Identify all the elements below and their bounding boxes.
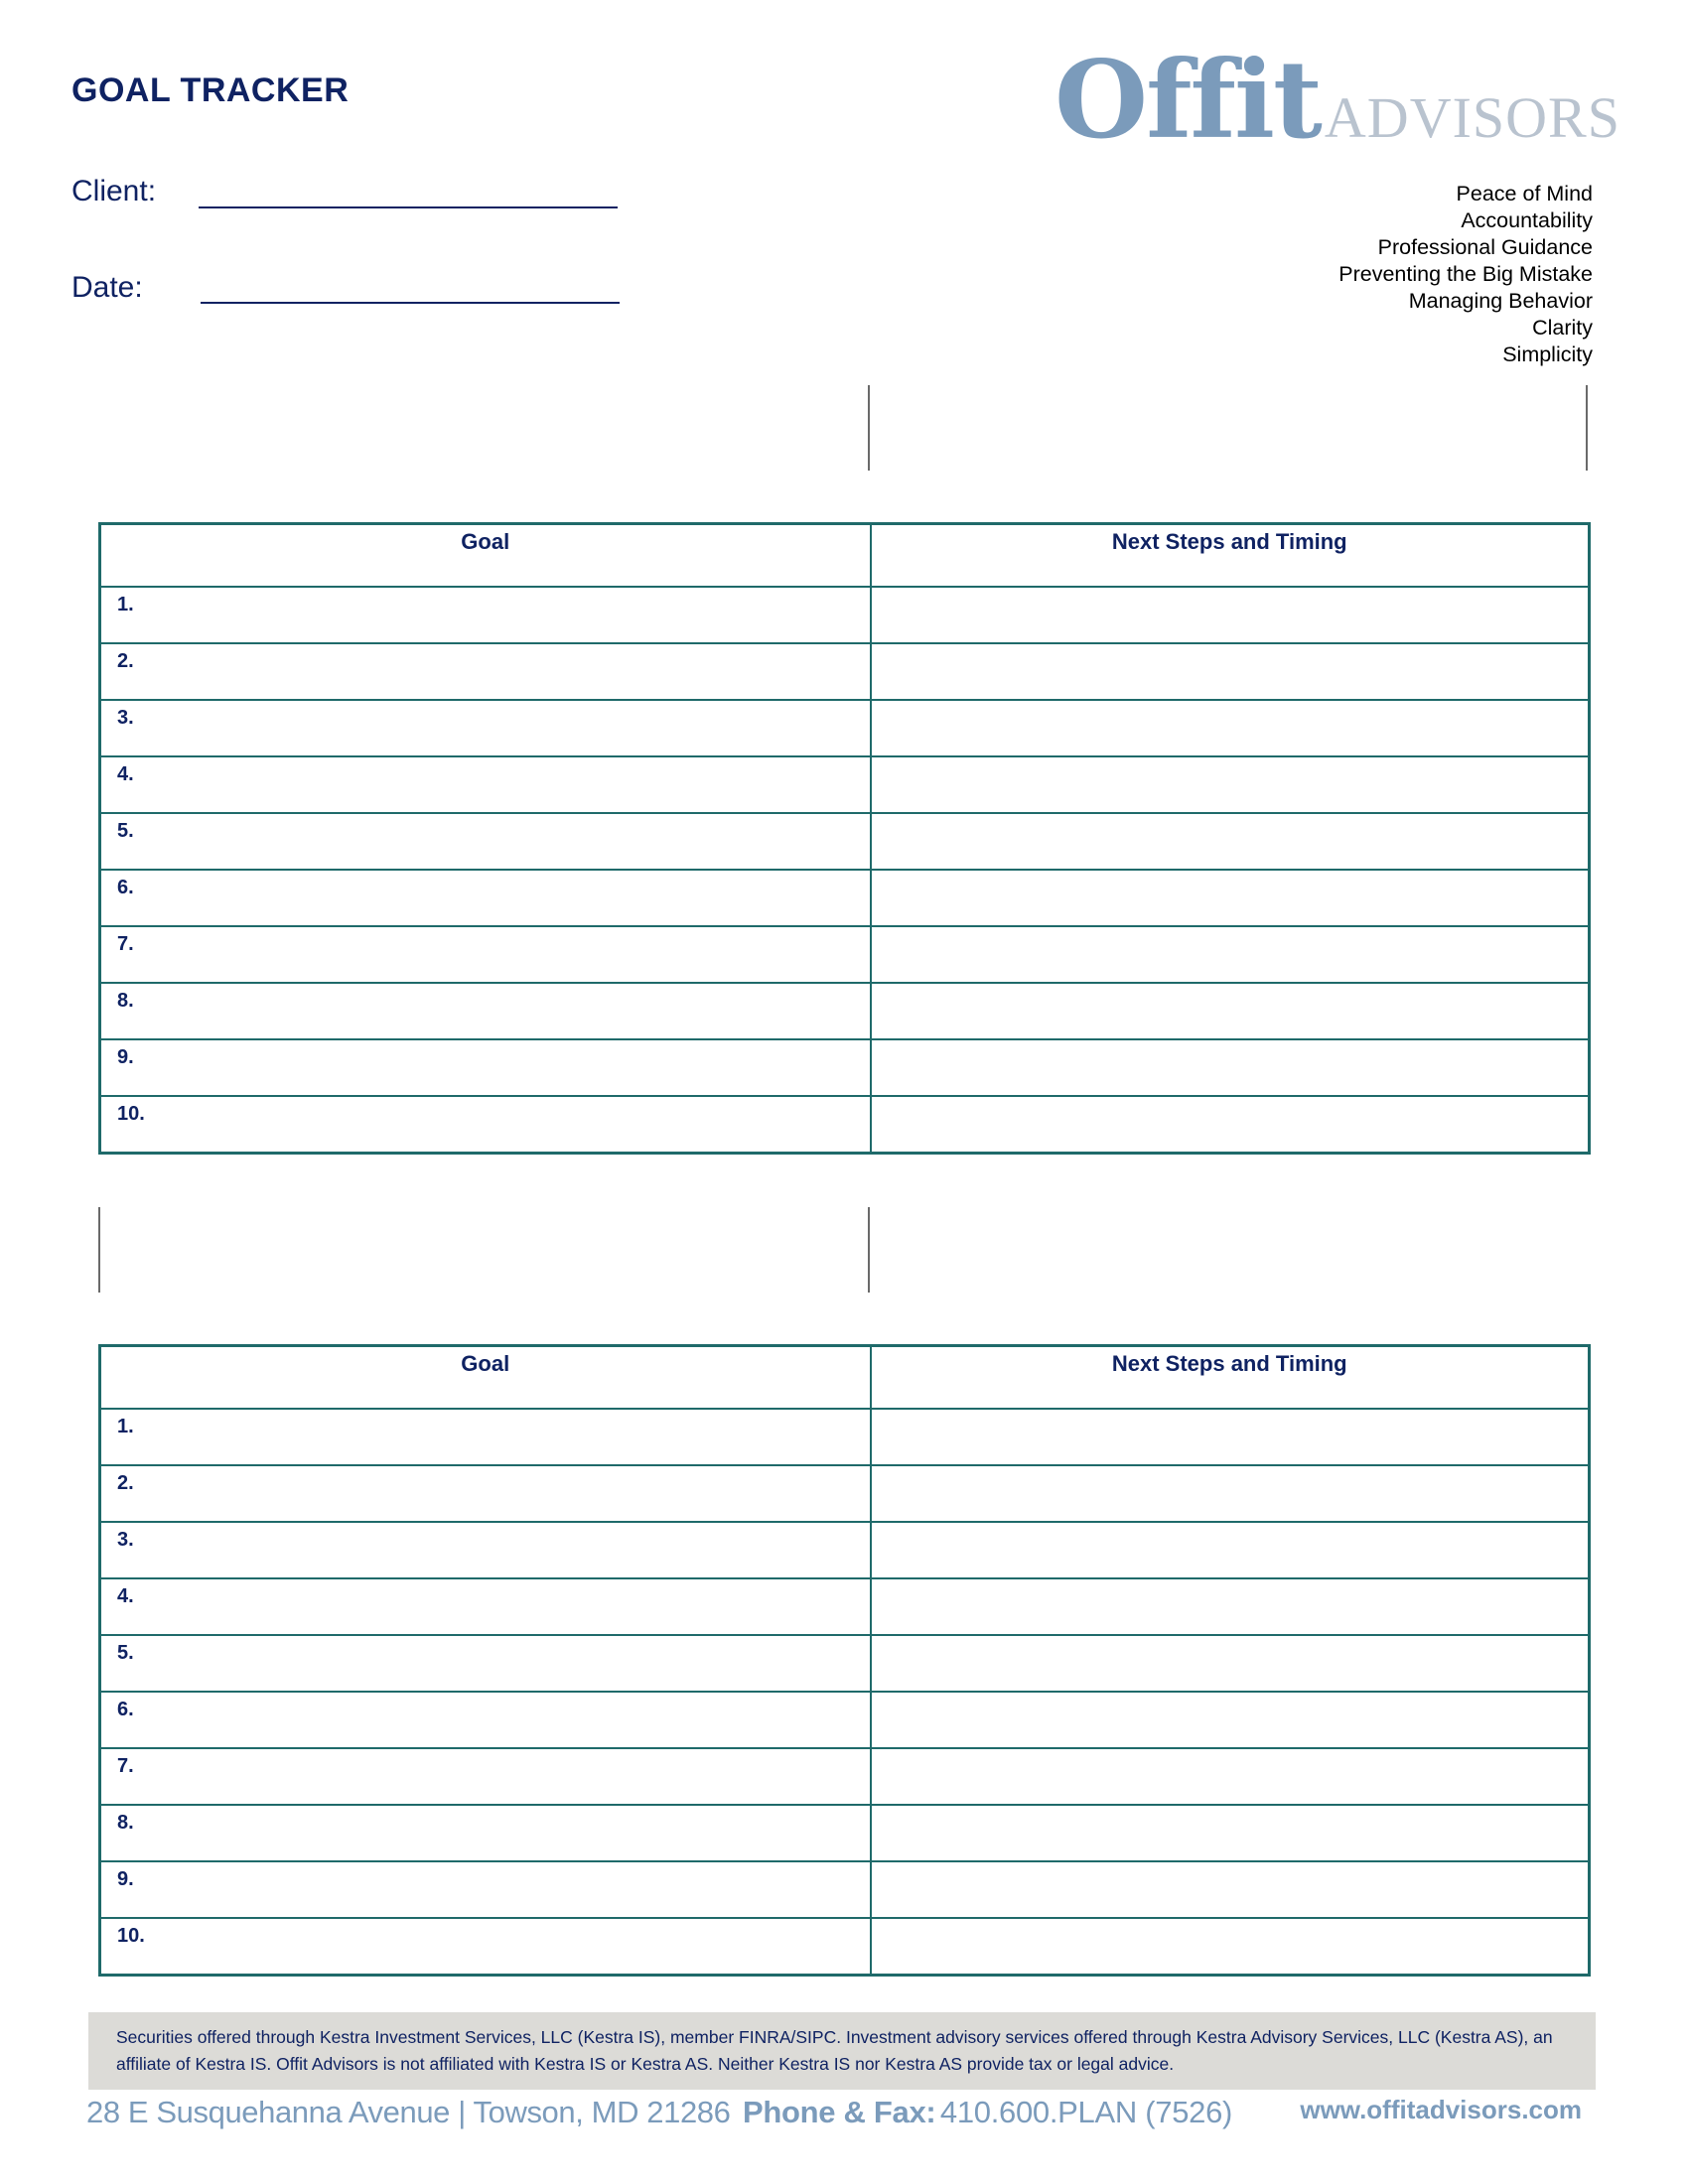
goal-cell[interactable] [100,870,871,926]
date-field[interactable] [201,302,620,304]
goal-cell[interactable] [100,700,871,756]
table-row [100,1409,1590,1465]
goal-cell[interactable] [100,643,871,700]
row-number: 5. [117,1642,134,1664]
row-number: 1. [117,1416,134,1437]
table-row [100,700,1590,756]
next-steps-cell[interactable] [871,870,1590,926]
table-row [100,1692,1590,1748]
value-item: Preventing the Big Mistake [1338,262,1593,286]
client-label: Client: [71,175,157,207]
goal-table-1 [98,522,1591,1155]
goal-cell[interactable] [100,1748,871,1805]
row-number: 5. [117,820,134,842]
row-number: 8. [117,990,134,1012]
date-label: Date: [71,271,143,304]
table-row [100,1918,1590,1976]
table-row [100,756,1590,813]
value-item: Accountability [1461,208,1593,232]
value-item: Simplicity [1502,342,1593,366]
goal-cell[interactable] [100,1409,871,1465]
row-number: 8. [117,1812,134,1834]
next-steps-cell[interactable] [871,1409,1590,1465]
logo-offit-text: Offit [1055,38,1321,163]
next-steps-cell[interactable] [871,1918,1590,1976]
next-steps-cell[interactable] [871,1465,1590,1522]
next-steps-column-header: Next Steps and Timing [871,1346,1590,1410]
phone-number: 410.600.PLAN (7526) [939,2095,1233,2129]
next-steps-cell[interactable] [871,587,1590,643]
value-item: Professional Guidance [1377,235,1593,259]
goal-cell[interactable] [100,756,871,813]
next-steps-cell[interactable] [871,1748,1590,1805]
row-number: 6. [117,1699,134,1720]
goal-cell[interactable] [100,1635,871,1692]
divider-bar [868,1207,870,1293]
goal-cell[interactable] [100,1096,871,1154]
next-steps-cell[interactable] [871,1861,1590,1918]
row-number: 2. [117,1472,134,1494]
goal-cell[interactable] [100,813,871,870]
table-row [100,1522,1590,1578]
row-number: 7. [117,1755,134,1777]
client-field[interactable] [199,206,618,208]
website-link[interactable]: www.offitadvisors.com [1300,2095,1582,2124]
next-steps-column-header: Next Steps and Timing [871,524,1590,588]
goal-cell[interactable] [100,983,871,1039]
table-row [100,1748,1590,1805]
next-steps-cell[interactable] [871,1805,1590,1861]
goal-column-header: Goal [100,524,871,588]
row-number: 10. [117,1103,145,1125]
row-number: 7. [117,933,134,955]
table-row [100,926,1590,983]
phone-label: Phone & Fax: [742,2095,936,2129]
table-row [100,870,1590,926]
row-number: 1. [117,594,134,615]
table-row [100,587,1590,643]
table-row [100,1465,1590,1522]
next-steps-cell[interactable] [871,700,1590,756]
divider-bar [1586,385,1588,471]
row-number: 2. [117,650,134,672]
table-row [100,983,1590,1039]
page-title: GOAL TRACKER [71,71,350,109]
next-steps-cell[interactable] [871,813,1590,870]
value-item: Managing Behavior [1408,289,1593,313]
row-number: 3. [117,1529,134,1551]
table-row [100,1578,1590,1635]
row-number: 3. [117,707,134,729]
next-steps-cell[interactable] [871,983,1590,1039]
row-number: 4. [117,1585,134,1607]
row-number: 9. [117,1868,134,1890]
disclaimer: Securities offered through Kestra Investment Services, LLC (Kestra IS), member FINRA/SIPC. Investment advisory services offered through Kestra Advisory Services, LLC (Kestra AS), an affiliate of Kestra IS. Offit Advisors is not affiliated with Kestra IS or Kestra AS. Neither Kestra IS nor Kestra AS provide tax or legal advice. [88,2012,1596,2090]
next-steps-cell[interactable] [871,1578,1590,1635]
row-number: 6. [117,877,134,898]
next-steps-cell[interactable] [871,756,1590,813]
table-row [100,813,1590,870]
goal-cell[interactable] [100,587,871,643]
next-steps-cell[interactable] [871,1039,1590,1096]
goal-cell[interactable] [100,1465,871,1522]
divider-bar [868,385,870,471]
row-number: 9. [117,1046,134,1068]
logo [1055,38,1620,163]
values-list [1338,181,1593,368]
table-row [100,1805,1590,1861]
address: 28 E Susquehanna Avenue | Towson, MD 21286 [86,2095,731,2129]
logo-advisors-text: ADVISORS [1324,85,1620,150]
table-row [100,1635,1590,1692]
table-row [100,1096,1590,1154]
next-steps-cell[interactable] [871,1635,1590,1692]
goal-cell[interactable] [100,1578,871,1635]
value-item: Clarity [1532,316,1593,340]
goal-cell[interactable] [100,1805,871,1861]
next-steps-cell[interactable] [871,643,1590,700]
row-number: 10. [117,1925,145,1947]
next-steps-cell[interactable] [871,1692,1590,1748]
next-steps-cell[interactable] [871,1522,1590,1578]
goal-cell[interactable] [100,926,871,983]
row-number: 4. [117,763,134,785]
value-item: Peace of Mind [1456,182,1593,205]
footer-contact [86,2095,1596,2138]
goal-cell[interactable] [100,1522,871,1578]
goal-table-2 [98,1344,1591,1977]
goal-column-header: Goal [100,1346,871,1410]
table-row [100,1861,1590,1918]
next-steps-cell[interactable] [871,926,1590,983]
table-row [100,1039,1590,1096]
goal-cell[interactable] [100,1918,871,1976]
table-row [100,643,1590,700]
goal-cell[interactable] [100,1039,871,1096]
goal-cell[interactable] [100,1861,871,1918]
divider-bar [98,1207,100,1293]
goal-cell[interactable] [100,1692,871,1748]
next-steps-cell[interactable] [871,1096,1590,1154]
